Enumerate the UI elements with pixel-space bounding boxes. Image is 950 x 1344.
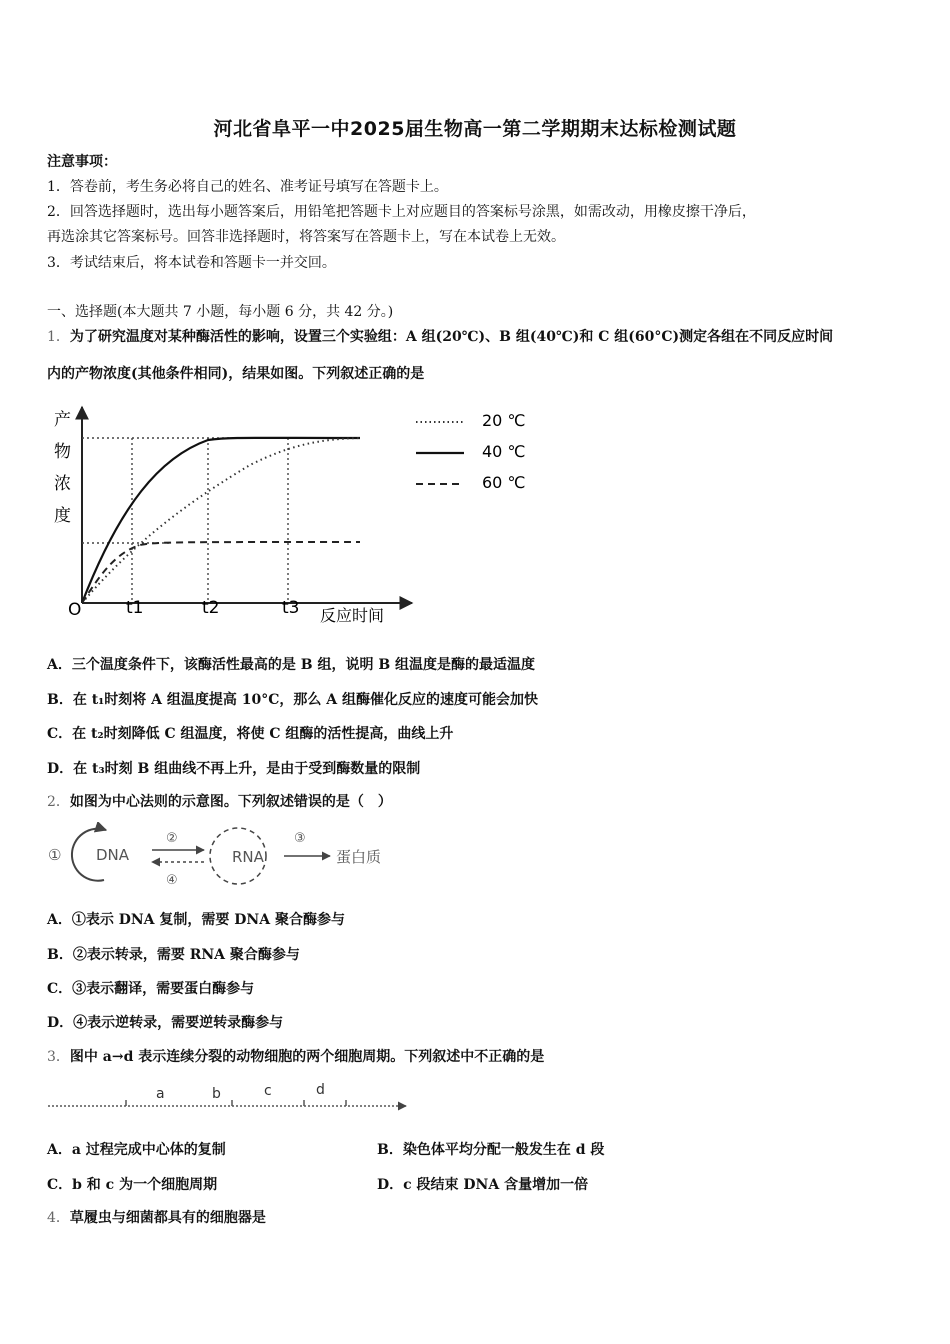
- x-axis-label: 反应时间: [320, 606, 385, 625]
- q3-option-c: C．b 和 c 为一个细胞周期: [47, 1177, 218, 1193]
- tick-label-t3: t3: [282, 598, 300, 618]
- mark-2: ②: [166, 831, 178, 846]
- q2-option-b: B．②表示转录，需要 RNA 聚合酶参与: [47, 947, 300, 963]
- mark-1: ①: [48, 846, 62, 864]
- curve-20c: [82, 438, 360, 603]
- notice-item-2-cont: 再选涂其它答案标号。回答非选择题时，将答案写在答题卡上，写在本试卷上无效。: [47, 229, 565, 245]
- guide-lines: [82, 438, 360, 603]
- q2-option-a: A．①表示 DNA 复制，需要 DNA 聚合酶参与: [47, 912, 345, 928]
- mark-4: ④: [166, 873, 178, 888]
- q4-number: 4．: [47, 1210, 70, 1226]
- origin-label: O: [68, 600, 82, 620]
- tick-label-t2: t2: [202, 598, 220, 618]
- y-label-char-4: 度: [54, 506, 71, 526]
- segment-d: d: [316, 1082, 325, 1098]
- segment-a: a: [156, 1086, 165, 1102]
- q1-text: 为了研究温度对某种酶活性的影响，设置三个实验组：A 组(20℃)、B 组(40℃)和 C 组(60°C)测定各组在不同反应时间: [69, 329, 834, 345]
- protein-label: 蛋白质: [336, 848, 382, 866]
- legend-label-60c: 60 ℃: [482, 473, 526, 492]
- q2-stem: [47, 792, 392, 812]
- q1-option-c: C．在 t₂时刻降低 C 组温度，将使 C 组酶的活性提高，曲线上升: [47, 726, 454, 742]
- q1-stem-line2: 内的产物浓度(其他条件相同)，结果如图。下列叙述正确的是: [47, 366, 425, 382]
- dna-label: DNA: [96, 846, 130, 864]
- segment-c: c: [264, 1083, 272, 1099]
- q3-option-a: A．a 过程完成中心体的复制: [47, 1142, 226, 1158]
- notice-item-1: 1．答卷前，考生务必将自己的姓名、准考证号填写在答题卡上。: [47, 179, 448, 195]
- rna-label: RNA: [232, 848, 264, 866]
- notice-item-3: 3．考试结束后，将本试卷和答题卡一并交回。: [47, 255, 336, 271]
- q1-option-a: A．三个温度条件下，该酶活性最高的是 B 组，说明 B 组温度是酶的最适温度: [47, 657, 536, 673]
- tick-label-t1: t1: [126, 598, 144, 618]
- section-heading: 一、选择题(本大题共 7 小题，每小题 6 分，共 42 分。): [47, 304, 394, 320]
- cell-cycle-timeline: [44, 1078, 414, 1118]
- y-label-char-2: 物: [54, 442, 71, 462]
- q2-option-d: D．④表示逆转录，需要逆转录酶参与: [47, 1015, 284, 1031]
- q2-text: 如图为中心法则的示意图。下列叙述错误的是（ ）: [69, 794, 392, 810]
- y-label-char-3: 浓: [54, 474, 71, 494]
- y-label-char-1: 产: [54, 410, 71, 430]
- q4-stem: [47, 1208, 266, 1228]
- q3-stem: [47, 1047, 544, 1067]
- q3-option-d: D．c 段结束 DNA 含量增加一倍: [377, 1177, 589, 1193]
- q3-number: 3．: [47, 1049, 70, 1065]
- q1-option-b: B．在 t₁时刻将 A 组温度提高 10°C，那么 A 组酶催化反应的速度可能会加快: [47, 692, 539, 708]
- curve-60c: [82, 542, 360, 603]
- notice-item-2: 2．回答选择题时，选出每小题答案后，用铅笔把答题卡上对应题目的答案标号涂黑，如需改动，用橡皮擦干净后，: [47, 204, 756, 220]
- q2-number: 2．: [47, 794, 70, 810]
- enzyme-activity-chart: [40, 395, 540, 635]
- central-dogma-diagram: [44, 822, 424, 892]
- q3-text: 图中 a→d 表示连续分裂的动物细胞的两个细胞周期。下列叙述中不正确的是: [69, 1049, 545, 1065]
- mark-3: ③: [294, 831, 306, 846]
- q3-option-b: B．染色体平均分配一般发生在 d 段: [377, 1142, 605, 1158]
- q1-number: 1．: [47, 329, 70, 345]
- segment-b: b: [212, 1086, 221, 1102]
- curve-40c: [82, 438, 360, 603]
- q1-option-d: D．在 t₃时刻 B 组曲线不再上升，是由于受到酶数量的限制: [47, 761, 421, 777]
- legend-label-40c: 40 ℃: [482, 442, 526, 461]
- q1-stem-line1: [47, 327, 833, 347]
- q2-option-c: C．③表示翻译，需要蛋白酶参与: [47, 981, 255, 997]
- page-title: 河北省阜平一中2025届生物高一第二学期期末达标检测试题: [213, 118, 737, 140]
- q4-text: 草履虫与细菌都具有的细胞器是: [69, 1210, 266, 1226]
- legend-label-20c: 20 ℃: [482, 411, 526, 430]
- notice-heading: 注意事项：: [47, 154, 117, 170]
